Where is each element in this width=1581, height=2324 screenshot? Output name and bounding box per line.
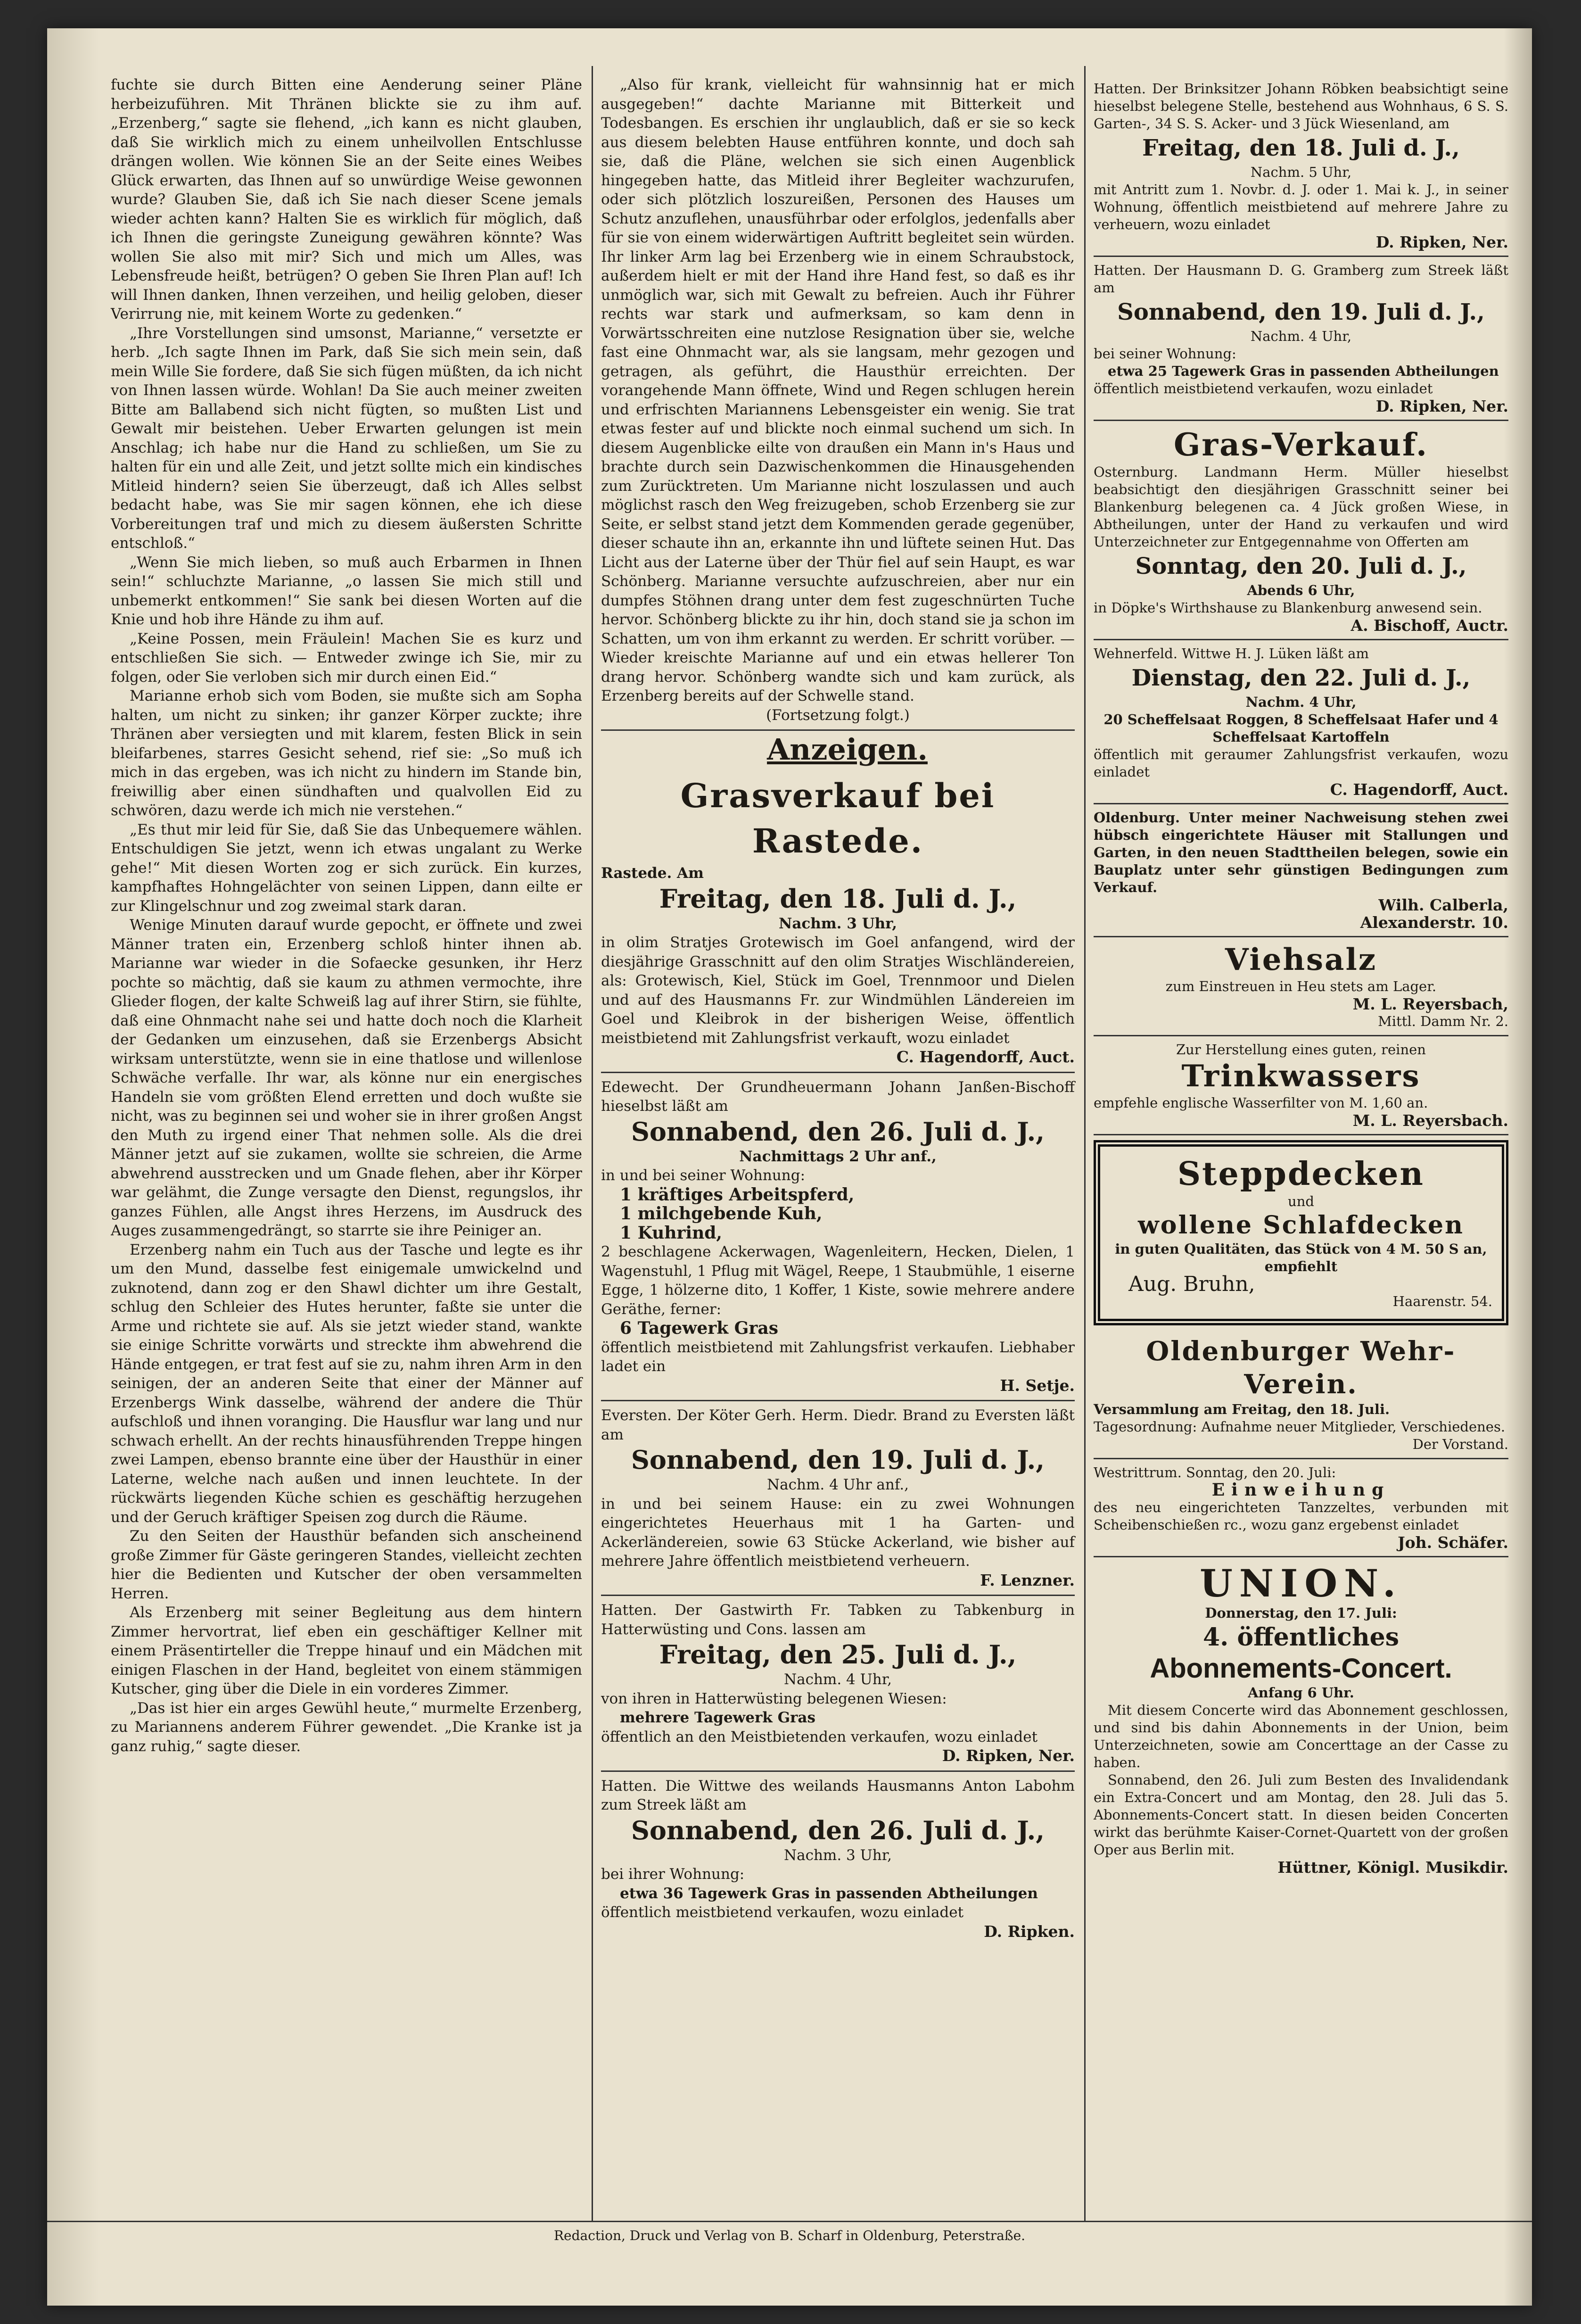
ad-item: 1 milchgebende Kuh, [620, 1204, 823, 1224]
ad-text: empfehle englische Wasserfilter von M. 1,60 an. [1094, 1095, 1428, 1111]
ad-title: Steppdecken [1178, 1155, 1425, 1193]
ad-time: Nachm. 3 Uhr, [778, 915, 898, 932]
ad-eversten [601, 1401, 1075, 1596]
ad-item: etwa 36 Tagewerk Gras in passenden Abtheilungen [620, 1885, 1038, 1902]
anzeigen-header: Anzeigen. [767, 732, 928, 767]
story-paragraph: „Das ist hier ein arges Gewühl heute,“ murmelte Erzenberg, zu Mariannens anderem Führer gewendet. „Die Kranke ist ja ganz ruhig,“ sagte dieser. [111, 1699, 582, 1755]
ad-signature: Hüttner, Königl. Musikdir. [1277, 1858, 1508, 1877]
story-paragraph: „Ihre Vorstellungen sind umsonst, Marianne,“ versetzte er herb. „Ich sagte Ihnen im Park, daß Sie sich mein sein, daß mein Wille Sie fordere, daß Sie sich fügen müßten, da ich nicht von Ihnen lassen würde. Wohlan! Da Sie auch meiner zweiten Bitte am Ballabend sich nicht fügten, so mußten List und Gewalt mir beistehen. Ueber Erwarten gelungen ist mein Anschlag; ich habe nur die Hand zu schließen, um Sie zu halten für ein und alle Zeit, und jetzt sollte mich ein kindisches Mitleid hindern? seien Sie überzeugt, daß ich Alles selbst bedacht habe, was Sie mir sagen können, ehe ich diese Vorbereitungen traf und mich zu diesem äußersten Schritte entschloß.“ [111, 324, 582, 552]
ad-signature: C. Hagendorff, Auct. [1330, 780, 1508, 799]
page-spine [47, 28, 99, 2306]
ad-items: 20 Scheffelsaat Roggen, 8 Scheffelsaat Hafer und 4 Scheffelsaat Kartoffeln [1103, 711, 1499, 745]
ad-title: Trinkwassers [1181, 1059, 1421, 1094]
ad-title: UNION. [1200, 1561, 1402, 1605]
imprint-footer: Redaction, Druck und Verlag von B. Scharf in Oldenburg, Peterstraße. [47, 2221, 1532, 2243]
ad-date: Sonnabend, den 26. Juli d. J., [631, 1815, 1045, 1845]
ad-item: 1 Kuhrind, [620, 1223, 722, 1243]
ad-hatten-roebken [1094, 75, 1508, 257]
ad-text: Westrittrum. Sonntag, den 20. Juli: [1094, 1464, 1336, 1480]
ad-date: Sonnabend, den 19. Juli d. J., [1117, 299, 1485, 325]
ad-signature: F. Lenzner. [980, 1571, 1075, 1589]
ad-signature: Joh. Schäfer. [1398, 1533, 1508, 1552]
ad-text: bei ihrer Wohnung: [601, 1866, 745, 1883]
newspaper-page [47, 28, 1532, 2306]
ad-title: Einweihung [1211, 1480, 1391, 1500]
ad-subtitle: 4. öffentliches [1203, 1623, 1399, 1652]
ad-hatten-labohm [601, 1772, 1075, 1946]
ad-date: Sonntag, den 20. Juli d. J., [1135, 553, 1467, 579]
ad-date: Sonnabend, den 19. Juli d. J., [631, 1445, 1045, 1475]
ad-start: Anfang 6 Uhr. [1248, 1685, 1354, 1701]
ad-time: Nachm. 4 Uhr, [1250, 328, 1352, 344]
story-paragraph: Als Erzenberg mit seiner Begleitung aus dem hintern Zimmer hervortrat, lief eben ein geschäftiger Kellner mit einem Präsentirteller die Treppe hinauf und ein Mädchen mit einigen Flaschen in der Hand, begleitet von einem stämmigen Kutscher, ging über die Diele in ein vorderes Zimmer. [111, 1604, 582, 1697]
ad-time: Nachmittags 2 Uhr anf., [739, 1148, 937, 1165]
ad-text: Versammlung am Freitag, den 18. Juli. [1094, 1401, 1390, 1417]
column-rule [1084, 66, 1086, 2221]
ad-time: Nachm. 4 Uhr, [1245, 694, 1357, 710]
ad-signature: H. Setje. [1000, 1376, 1075, 1395]
story-paragraph: Wenige Minuten darauf wurde gepocht, er öffnete und zwei Männer traten ein, Erzenberg schloß hinter ihnen ab. Marianne war wieder in die Sofaecke gesunken, ihr Herz pochte so mächtig, daß sie kaum zu athmen vermochte, ihre Glieder flogen, der kalte Schweiß lag auf ihrer Stirn, sie fühlte, daß eine Ohnmacht nahe sei und hatte doch noch die Klarheit der Gedanken um einzusehen, daß sie Erzenbergs Absicht wirksam unterstützte, wenn sie in eine thatlose und willenlose Schwäche verfalle. Ihr war, als könne nur ein energisches Handeln sie vom größten Elend erretten und doch wußte sie nicht, was zu beginnen sei und woher sie in ihrer großen Angst den Muth zu irgend einer That nehmen solle. Als die drei Männer jetzt auf sie zukamen, wollte sie schreien, die Arme abwehrend ausstrecken und um Gnade flehen, aber ihr Körper war gelähmt, die Zunge versagte den Dienst, regungslos, ihr ganzes Fühlen, alle Angst ihres Herzens, im Ausdruck des Auges zusammengedrängt, so starrte sie ihre Peiniger an. [111, 917, 582, 1239]
ad-steppdecken [1094, 1140, 1508, 1325]
ad-text: Hatten. Der Gastwirth Fr. Tabken zu Tabkenburg in Hatterwüsting und Cons. lassen am [601, 1602, 1075, 1638]
ad-viehsalz [1094, 937, 1508, 1036]
ad-title: Viehsalz [1225, 942, 1377, 977]
story-paragraph: Marianne erhob sich vom Boden, sie mußte sich am Sopha halten, um nicht zu sinken; ihr ganzer Körper zuckte; ihre Thränen aber versiegten und mit klarem, festen Blick in sein bleifarbenes, starres Gesicht sehend, rief sie: „So muß ich mich in das ergeben, was ich nicht zu hindern im Stande bin, freiwillig aber einen sündhaften und qualvollen Eid zu schwören, dazu werde ich mich nie verstehen.“ [111, 687, 582, 819]
ad-gras-verkauf [1094, 421, 1508, 640]
ad-date: Freitag, den 25. Juli d. J., [659, 1639, 1017, 1670]
ad-text: Hatten. Die Wittwe des weilands Hausmanns Anton Labohm zum Streek läßt am [601, 1777, 1075, 1813]
ad-text: von ihren in Hatterwüsting belegenen Wiesen: [601, 1690, 947, 1707]
ad-signature: Wilh. Calberla, [1378, 896, 1508, 914]
column-3 [1094, 75, 1508, 1881]
ad-text: öffentlich mit geraumer Zahlungsfrist verkaufen, wozu einladet [1094, 746, 1508, 780]
ad-signature: D. Ripken, Ner. [1375, 233, 1508, 251]
ad-place: Rastede. Am [601, 865, 704, 882]
ad-wehnerfeld [1094, 640, 1508, 804]
ad-text: des neu eingerichteten Tanzzeltes, verbunden mit Scheibenschießen rc., wozu ganz ergebenst einladet [1094, 1499, 1508, 1533]
ad-text: Oldenburg. Unter meiner Nachweisung stehen zwei hübsch eingerichtete Häuser mit Stallungen und Garten, in den neuen Stadttheilen belegen, sowie ein Bauplatz unter sehr günstigen Bedingungen zum Verkauf. [1094, 810, 1508, 895]
ad-trinkwasser [1094, 1036, 1508, 1135]
ad-item: mehrere Tagewerk Gras [620, 1709, 815, 1726]
ad-text: Tagesordnung: Aufnahme neuer Mitglieder, Verschiedenes. [1094, 1419, 1506, 1435]
ad-date: Freitag, den 18. Juli d. J., [659, 883, 1017, 914]
column-rule [592, 66, 593, 2221]
ad-address: Haarenstr. 54. [1392, 1293, 1492, 1309]
ad-time: Nachm. 3 Uhr, [784, 1846, 892, 1864]
story-paragraph: „Also für krank, vielleicht für wahnsinnig hat er mich ausgegeben!“ dachte Marianne mit Bitterkeit und Todesbangen. Es erschien ihr unglaublich, daß er sie so keck aus diesem belebten Hause entführen konnte, und doch sah sie, daß die Pläne, welchen sie sich einen Augenblick hingegeben hatte, das Mitleid ihrer Begleiter wachzurufen, oder sich plötzlich loszureißen, Personen des Hauses um Schutz anzuflehen, unausführbar oder erfolglos, jedenfalls aber für sie von einem widerwärtigen Auftritt begleitet sein würden. Ihr linker Arm lag bei Erzenberg wie in einem Schraubstock, außerdem hielt er mit der Hand ihre Hand fest, so daß es ihr unmöglich war, sich mit Gewalt zu befreien. Auch ihr Führer rechts war stark und aufmerksam, so kam denn in Vorwärtsschreiten eine nutzlose Resignation über sie, welche fast eine Ohnmacht war, als sie langsam, mehr gezogen und getragen, als geführt, die Hausthür erreichten. Der vorangehende Mann öffnete, Wind und Regen schlugen herein und erfrischten Mariannens Lebensgeister ein wenig. Sie trat etwas fester auf und blickte noch einmal suchend um sich. In diesem Augenblicke eilte von draußen ein Mann in's Haus und brachte durch sein Dazwischenkommen die Hinausgehenden zum Zurücktreten. Um Marianne nicht loszulassen und auch möglichst rasch den Weg freizugeben, schob Erzenberg sie zur Seite, er selbst stand jetzt dem Kommenden gerade gegenüber, dieser schaute ihn an, erkannte ihn und lüftete seinen Hut. Das Licht aus der Laterne über der Thür fiel auf sein Haupt, es war Schönberg. Marianne versuchte aufzuschreien, aber nur ein dumpfes Stöhnen drang unter dem fest zugeschnürten Tuche hervor. Schönberg blickte zu ihr hin, doch stand sie ja schon im Schatten, um von ihm erkannt zu werden. Er schritt vorüber. — Wieder kreischte Marianne auf und ein etwas hellerer Ton drang hervor. Schönberg wandte sich und kam zurück, als Erzenberg bereits auf der Schwelle stand. [601, 76, 1075, 704]
ad-text: bei seiner Wohnung: [1094, 346, 1236, 362]
ad-signature: C. Hagendorff, Auct. [896, 1048, 1075, 1066]
ad-hatten-gramberg [1094, 257, 1508, 421]
story-paragraph: fuchte sie durch Bitten eine Aenderung seiner Pläne herbeizuführen. Mit Thränen blickte sie zu ihm auf. „Erzenberg,“ sagte sie flehend, „ich kann es nicht glauben, daß Sie wirklich mich zu einem unheilvollen Entschlusse drängen wollen. Wie können Sie an der Seite eines Weibes Glück erwarten, das Ihnen auf so unwürdige Weise gewonnen wurde? Glauben Sie, daß ich Sie nach dieser Scene jemals wieder achten kann? Halten Sie es wirklich für möglich, daß ich Ihnen die geringste Zuneigung gewähren könnte? Was wollen Sie also mit mir? Sich und mich um Alles, was Lebensfreude heißt, betrügen? O geben Sie Ihren Plan auf! Ich will Ihnen danken, Ihnen verzeihen, und heilig geloben, dieser Verirrung nie, mit keinem Worte zu gedenken.“ [111, 76, 582, 323]
ad-text: öffentlich meistbietend verkaufen, wozu einladet [601, 1904, 964, 1921]
ad-grasverkauf-rastede [601, 769, 1075, 1073]
ad-signature: M. L. Reyersbach, [1352, 995, 1508, 1013]
ad-text: Eversten. Der Köter Gerh. Herm. Diedr. Brand zu Eversten läßt am [601, 1407, 1075, 1443]
ad-concert: Abonnements-Concert. [1150, 1653, 1452, 1684]
ad-signature: A. Bischoff, Auctr. [1350, 616, 1508, 635]
ad-text: öffentlich meistbietend mit Zahlungsfrist verkaufen. Liebhaber ladet ein [601, 1339, 1075, 1375]
ad-text: Zur Herstellung eines guten, reinen [1176, 1042, 1426, 1058]
ad-text: in und bei seiner Wohnung: [601, 1167, 806, 1184]
ad-address: Mittl. Damm Nr. 2. [1378, 1013, 1508, 1029]
story-paragraph: Zu den Seiten der Hausthür befanden sich anscheinend große Zimmer für Gäste geringeren Standes, vielleicht zechten hier die Bedienten und Kutscher der oben versammelten Herren. [111, 1528, 582, 1602]
ad-signature: Der Vorstand. [1412, 1436, 1508, 1452]
ad-signature: D. Ripken, Ner. [942, 1746, 1075, 1765]
ad-signature: D. Ripken, Ner. [1375, 397, 1508, 415]
ad-text: in und bei seinem Hause: ein zu zwei Wohnungen eingerichtetes Heuerhaus mit 1 ha Garten- und Ackerländereien, sowie 63 Stücke Ackerland, wie bisher auf mehrere Jahre öffentlich meistbietend verheuern. [601, 1495, 1075, 1570]
ad-text: öffentlich an den Meistbietenden verkaufen, wozu einladet [601, 1728, 1038, 1745]
ad-text: in olim Stratjes Grotewisch im Goel anfangend, wird der diesjährige Grasschnitt auf den olim Stratjes Wischländereien, als: Grotewisch, Kiel, Stück im Goel, Trennmoor und Dielen und auf des Hausmanns Fr. zur Windmühlen Ländereien im Goel und Kleibrok in der bisherigen Weise, öffentlich meistbietend mit Zahlungsfrist verkauft, wozu einladet [601, 934, 1075, 1047]
ad-title: Oldenburger Wehr-Verein. [1146, 1336, 1456, 1400]
ad-text: zum Einstreuen in Heu stets am Lager. [1165, 978, 1437, 994]
ad-text: Hatten. Der Hausmann D. G. Gramberg zum Streek läßt am [1094, 262, 1508, 296]
ad-item: etwa 25 Tagewerk Gras in passenden Abtheilungen [1108, 363, 1499, 379]
continuation-note: (Fortsetzung folgt.) [766, 706, 910, 724]
ad-oldenburg [1094, 804, 1508, 937]
ad-text: Mit diesem Concerte wird das Abonnement geschlossen, und sind bis dahin Abonnements in der Union, beim Unterzeichneten, sowie am Concerttage an der Casse zu haben. [1094, 1702, 1508, 1770]
ad-title: Gras-Verkauf. [1173, 426, 1429, 463]
story-column-1 [111, 75, 582, 1756]
ad-signature: M. L. Reyersbach. [1352, 1111, 1508, 1130]
ad-title: wollene Schlafdecken [1138, 1211, 1464, 1240]
ad-text: in Döpke's Wirthshause zu Blankenburg anwesend sein. [1094, 600, 1482, 616]
ad-text: in guten Qualitäten, das Stück von 4 M. 50 S an, empfiehlt [1115, 1241, 1487, 1274]
ad-time: Nachm. 5 Uhr, [1250, 164, 1352, 180]
story-paragraph: Erzenberg nahm ein Tuch aus der Tasche und legte es ihr um den Mund, dasselbe fest einigemale umwickelnd und zuknotend, dann zog er den Shawl dichter um ihre Gestalt, schlug den Schleier des Hutes herunter, faßte sie unter die Arme und richtete sie auf. Als sie jetzt wieder stand, wankte sie einige Schritte vorwärts und streckte ihm abwehrend die Hände entgegen, er trat fest auf sie zu, nahm ihren Arm in den seinigen, der an anderen Seite that einer der Männer auf Erzenbergs Wink dasselbe, während der andere die Thür aufschloß und ihnen voranging. Die Hausflur war lang und nur schwach erhellt. An der rechts hinausführenden Treppe hingen zwei Lampen, ebenso brannte eine über der Hausthür in einer Laterne, welche nach außen und innen leuchtete. In der rückwärts liegenden Küche schien es geschäftig herzugehen und der Geruch kräftiger Speisen zog durch die Räume. [111, 1241, 582, 1526]
ad-text: öffentlich meistbietend verkaufen, wozu einladet [1094, 380, 1433, 397]
ad-edewecht [601, 1073, 1075, 1402]
ad-union [1094, 1557, 1508, 1881]
story-paragraph: „Es thut mir leid für Sie, daß Sie das Unbequemere wählen. Entschuldigen Sie jetzt, wenn ich etwas ungalant zu Werke gehe!“ Mit diesen Worten zog er sich zurück. Ein kurzes, kampfhaftes Hohngelächter von seinen Lippen, dann eilte er zur Klingelschnur und zog zweimal stark daran. [111, 821, 582, 915]
ad-text: Sonnabend, den 26. Juli zum Besten des Invalidendank ein Extra-Concert und am Montag, den 28. Juli das 5. Abonnements-Concert statt. In diesen beiden Concerten wirkt das berühmte Kaiser-Cornet-Quartett von der großen Oper aus Berlin mit. [1094, 1772, 1508, 1858]
ad-signature: D. Ripken. [984, 1922, 1075, 1941]
ad-title: Grasverkauf bei Rastede. [680, 776, 996, 860]
ad-wehrverein [1094, 1330, 1508, 1459]
ad-hatten-tabken [601, 1596, 1075, 1772]
ad-text: Edewecht. Der Grundheuermann Johann Janßen-Bischoff hieselbst läßt am [601, 1078, 1075, 1115]
ad-text: und [1288, 1193, 1314, 1209]
ad-item: 1 kräftiges Arbeitspferd, [620, 1184, 855, 1205]
ad-date: Donnerstag, den 17. Juli: [1205, 1605, 1397, 1621]
ad-time: Abends 6 Uhr, [1247, 582, 1355, 598]
ad-time: Nachm. 4 Uhr, [784, 1671, 892, 1688]
ad-text: Hatten. Der Brinksitzer Johann Röbken beabsichtigt seine hieselbst belegene Stelle, bestehend aus Wohnhaus, 6 S. S. Garten-, 34 S. S. Acker- und 3 Jück Wiesenland, am [1094, 81, 1508, 132]
ad-text: Wehnerfeld. Wittwe H. J. Lüken läßt am [1094, 645, 1369, 662]
ad-signature: Aug. Bruhn, [1128, 1272, 1255, 1296]
ad-date: Freitag, den 18. Juli d. J., [1142, 135, 1460, 161]
ad-text: Osternburg. Landmann Herm. Müller hieselbst beabsichtigt den diesjährigen Grasschnitt seiner bei Blankenburg belegenen ca. 4 Jück großen Wiese, in Abtheilungen, unter der Hand zu verkaufen und wird Unterzeichneter zur Entgegennahme von Offerten am [1094, 464, 1508, 550]
ad-date: Sonnabend, den 26. Juli d. J., [631, 1116, 1045, 1147]
column-2 [601, 75, 1075, 1946]
ad-westrittrum [1094, 1459, 1508, 1557]
ad-date: Dienstag, den 22. Juli d. J., [1131, 665, 1471, 691]
ad-item: 6 Tagewerk Gras [620, 1318, 778, 1338]
ad-text: mit Antritt zum 1. Novbr. d. J. oder 1. Mai k. J., in seiner Wohnung, öffentlich meistbietend auf mehrere Jahre zu verheuern, wozu einladet [1094, 182, 1508, 232]
story-paragraph: „Keine Possen, mein Fräulein! Machen Sie es kurz und entschließen Sie sich. — Entweder zwinge ich Sie, mir zu folgen, oder Sie verloben sich mir durch einen Eid.“ [111, 630, 582, 686]
ad-time: Nachm. 4 Uhr anf., [767, 1476, 909, 1493]
ad-text: 2 beschlagene Ackerwagen, Wagenleitern, Hecken, Dielen, 1 Wagenstuhl, 1 Pflug mit Wägel, Reepe, 1 Staubmühle, 1 eiserne Egge, 1 hölzerne dito, 1 Koffer, 1 Kiste, sowie mehrere andere Geräthe, ferner: [601, 1243, 1075, 1318]
story-paragraph: „Wenn Sie mich lieben, so muß auch Erbarmen in Ihnen sein!“ schluchzte Marianne, „o lassen Sie mich still und unbemerkt entkommen!“ Sie sank bei diesen Worten auf die Knie und hob ihre Hände zu ihm auf. [111, 554, 582, 628]
ad-address: Alexanderstr. 10. [1360, 913, 1508, 932]
